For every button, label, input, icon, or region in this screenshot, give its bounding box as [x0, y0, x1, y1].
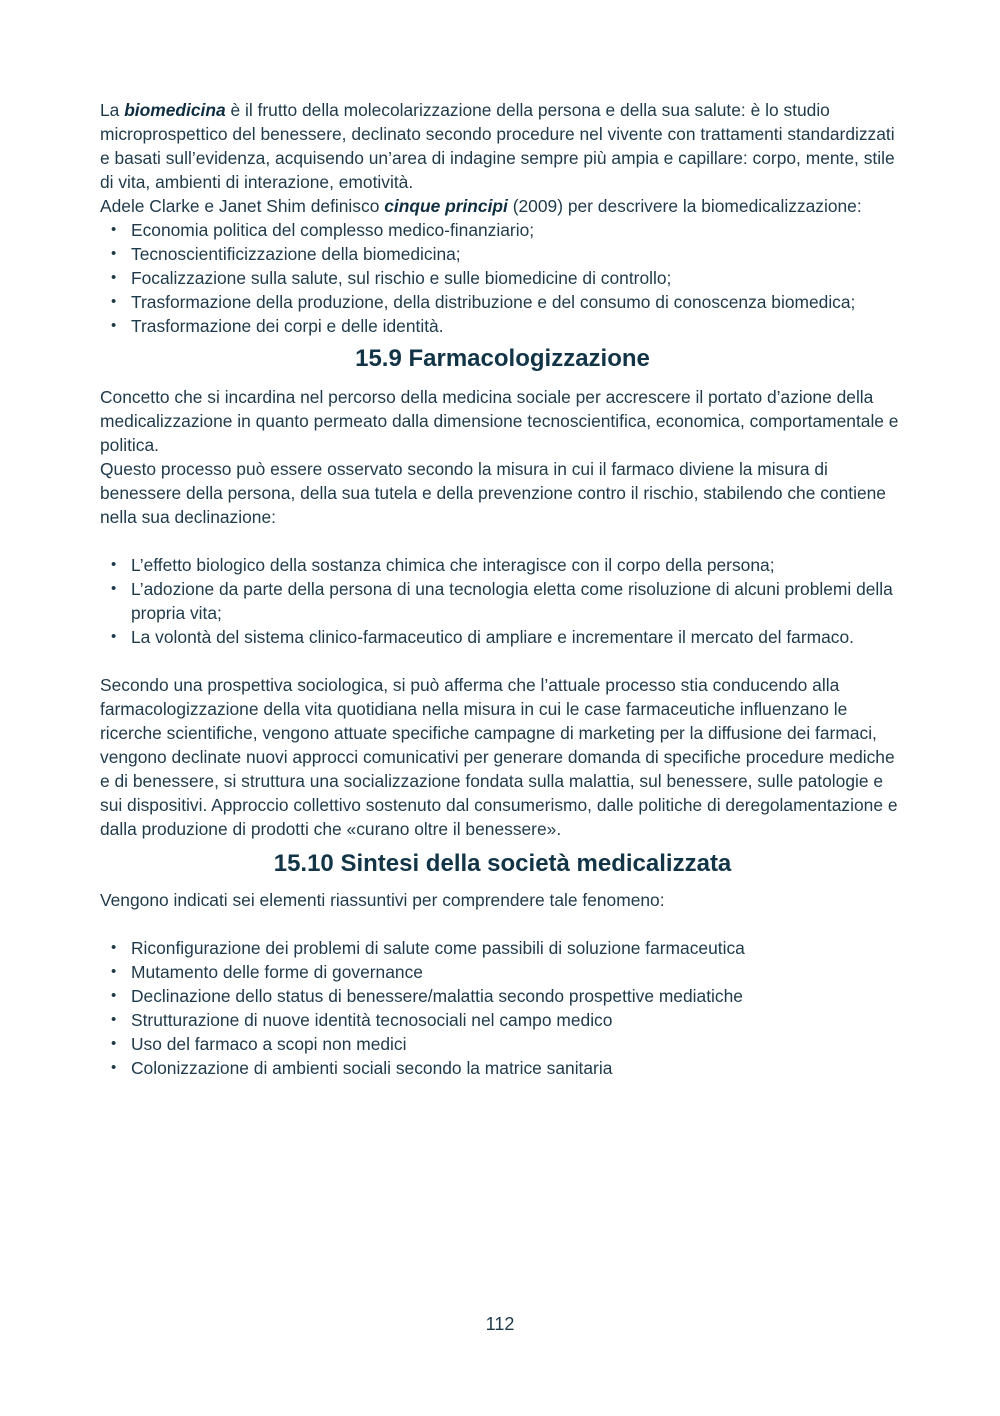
list-item: • L’effetto biologico della sostanza chimica che interagisce con il corpo della persona;	[131, 553, 905, 577]
section-paragraph: Secondo una prospettiva sociologica, si può afferma che l’attuale processo stia conducendo alla farmacologizzazione della vita quotidiana nella misura in cui le case farmaceutiche influenzano le ricerche scientifiche, vengono attuate specifiche campagne di marketing per la diffusione dei farmaci, vengono declinate nuovi approcci comunicativi per generare domanda di specifiche procedure mediche e di benessere, si struttura una socializzazione fondata sulla malattia, sul benessere, sulle patologie e sui dispositivi. Approccio collettivo sostenuto dal consumerismo, dalle politiche di deregolamentazione e dalla produzione di prodotti che «curano oltre il benessere».	[100, 675, 898, 839]
principles-list	[100, 218, 905, 338]
intro-paragraph-biomedicina	[100, 98, 905, 194]
list-item: • Strutturazione di nuove identità tecnosociali nel campo medico	[131, 1008, 905, 1032]
list-item: • Focalizzazione sulla salute, sul rischio e sulle biomedicine di controllo;	[131, 266, 905, 290]
list-item: • Colonizzazione di ambienti sociali secondo la matrice sanitaria	[131, 1056, 905, 1080]
text-run: Adele Clarke e Janet Shim definisco	[100, 196, 385, 216]
list-item: • L’adozione da parte della persona di una tecnologia eletta come risoluzione di alcuni problemi della propria vita;	[131, 577, 905, 625]
pharmacologization-list	[100, 553, 905, 649]
section-heading-15-9: 15.9 Farmacologizzazione	[355, 345, 650, 372]
text-run: La	[100, 100, 125, 120]
section-paragraph: Questo processo può essere osservato secondo la misura in cui il farmaco diviene la misura di benessere della persona, della sua tutela e della prevenzione contro il rischio, stabilendo che contiene nella sua declinazione:	[100, 459, 886, 527]
text-run: è il frutto della molecolarizzazione della persona e della sua salute: è lo studio microprospettico del benessere, declinato secondo procedure nel vivente con trattamenti standardizzati e basati sull’evidenza, acquisendo un’area di indagine sempre più ampia e capillare: corpo, mente, stile di vita, ambienti di interazione, emotività.	[100, 100, 895, 192]
list-item: • Economia politica del complesso medico-finanziario;	[131, 218, 905, 242]
page-number: 112	[485, 1314, 515, 1334]
intro-paragraph-principles	[100, 194, 905, 218]
list-item: • Declinazione dello status di benessere/malattia secondo prospettive mediatiche	[131, 984, 905, 1008]
list-item: • Tecnoscientificizzazione della biomedicina;	[131, 242, 905, 266]
list-item: • Riconfigurazione dei problemi di salute come passibili di soluzione farmaceutica	[131, 936, 905, 960]
emphasized-term: cinque principi	[384, 196, 508, 216]
section-paragraph: Vengono indicati sei elementi riassuntivi per comprendere tale fenomeno:	[100, 890, 665, 910]
section-heading-15-10: 15.10 Sintesi della società medicalizzata	[273, 850, 732, 877]
list-item: • La volontà del sistema clinico-farmaceutico di ampliare e incrementare il mercato del farmaco.	[131, 625, 905, 649]
summary-elements-list	[100, 936, 905, 1080]
list-item: • Mutamento delle forme di governance	[131, 960, 905, 984]
list-item: • Trasformazione dei corpi e delle identità.	[131, 314, 905, 338]
list-item: • Trasformazione della produzione, della distribuzione e del consumo di conoscenza biomedica;	[131, 290, 905, 314]
page-content	[100, 98, 905, 1080]
section-paragraph: Concetto che si incardina nel percorso della medicina sociale per accrescere il portato d’azione della medicalizzazione in quanto permeato dalla dimensione tecnoscientifica, economica, comportamentale e politica.	[100, 387, 899, 455]
list-item: • Uso del farmaco a scopi non medici	[131, 1032, 905, 1056]
emphasized-term: biomedicina	[124, 100, 226, 120]
text-run: (2009) per descrivere la biomedicalizzazione:	[507, 196, 862, 216]
